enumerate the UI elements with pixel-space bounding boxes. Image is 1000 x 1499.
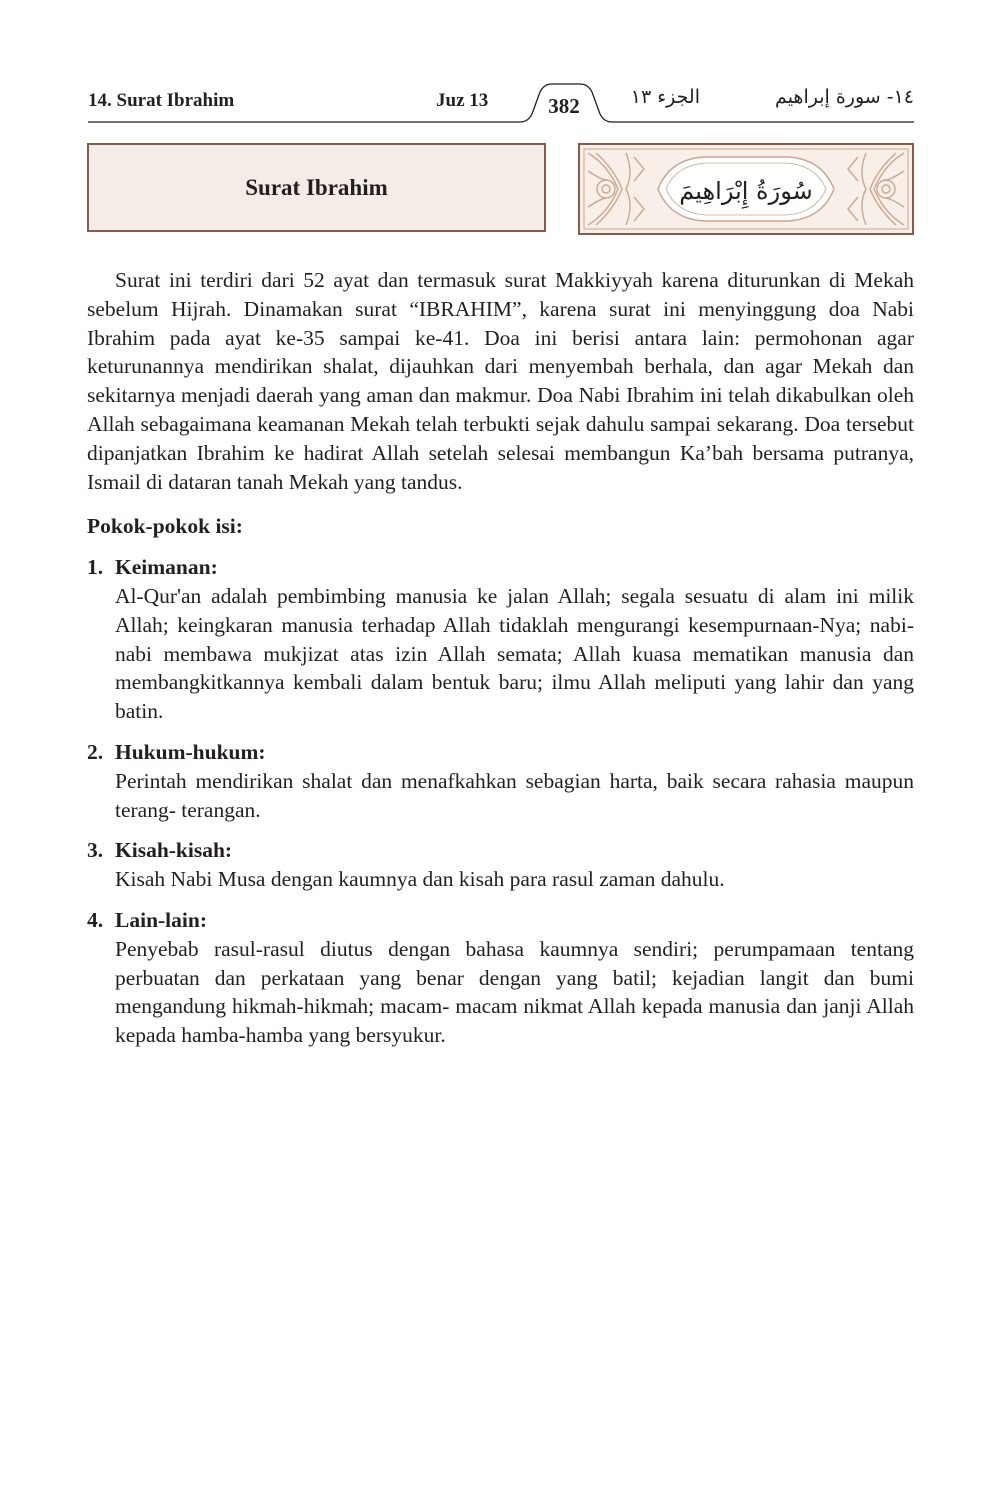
item-body: Perintah mendirikan shalat dan menafkahkan sebagian harta, baik secara rahasia maupun terang- terangan. — [115, 768, 914, 822]
surah-title-box — [87, 143, 546, 232]
surah-title: Surat Ibrahim — [245, 174, 388, 200]
item-number: 4. — [87, 907, 104, 932]
item-heading — [87, 906, 914, 935]
item-heading — [87, 836, 914, 865]
header-surah-title: 14. Surat Ibrahim — [88, 90, 235, 111]
header-juz-arabic: الجزء ١٣ — [630, 86, 700, 108]
item-number: 2. — [87, 739, 104, 764]
item-number: 1. — [87, 555, 104, 580]
list-item — [87, 836, 914, 894]
item-body: Al-Qur'an adalah pembimbing manusia ke jalan Allah; segala sesuatu di alam ini milik Allah; keingkaran manusia terhadap Allah tidaklah mengurangi kesempurnaan-Nya; nabi-nabi membawa mukjizat atas izin Allah semata; Allah kuasa mematikan manusia dan membangkitkannya kembali dalam bentuk baru; ilmu Allah meliputi yang lahir dan yang batin. — [115, 583, 914, 724]
item-heading-text: Hukum-hukum: — [115, 739, 266, 764]
header-juz: Juz 13 — [436, 90, 489, 111]
item-heading-text: Keimanan: — [115, 555, 218, 580]
item-body: Kisah Nabi Musa dengan kaumnya dan kisah para rasul zaman dahulu. — [115, 867, 725, 892]
item-heading — [87, 738, 914, 767]
item-heading-text: Lain-lain: — [115, 907, 207, 932]
surah-ornament-frame — [578, 143, 914, 235]
section-title: Pokok-pokok isi: — [87, 514, 243, 539]
list-item — [87, 553, 914, 726]
surah-calligraphy: سُورَةُ إِبْرَاهِيمَ — [679, 177, 813, 205]
item-heading — [87, 553, 914, 582]
page-number: 382 — [548, 94, 580, 118]
item-number: 3. — [87, 838, 104, 863]
header-surah-arabic: ١٤- سورة إبراهيم — [775, 86, 914, 108]
header-rule — [0, 0, 1000, 140]
item-heading-text: Kisah-kisah: — [115, 838, 233, 863]
page-content — [87, 266, 914, 1050]
intro-paragraph: Surat ini terdiri dari 52 ayat dan termasuk surat Makkiyyah karena diturunkan di Mekah sebelum Hijrah. Dinamakan surat “IBRAHIM”, karena surat ini menyinggung doa Nabi Ibrahim pada ayat ke-35 sampai ke-41. Doa ini berisi antara lain: permohonan agar keturunannya mendirikan shalat, dijauhkan dari menyembah berhala, dan agar Mekah dan sekitarnya menjadi daerah yang aman dan makmur. Doa Nabi Ibrahim ini telah dikabulkan oleh Allah sebagaimana keamanan Mekah telah terbukti sejak dahulu sampai sekarang. Doa tersebut dipanjatkan Ibrahim ke hadirat Allah setelah selesai membangun Ka’bah bersama putranya, Ismail di dataran tanah Mekah yang tandus. — [87, 268, 914, 494]
item-body: Penyebab rasul-rasul diutus dengan bahasa kaumnya sendiri; perumpamaan tentang perbuatan dan perkataan yang benar dengan yang batil; kejadian langit dan bumi mengandung hikmah-hikmah; macam- macam nikmat Allah kepada manusia dan janji Allah kepada hamba-hamba yang bersyukur. — [115, 936, 914, 1048]
list-item — [87, 738, 914, 824]
list-item — [87, 906, 914, 1050]
